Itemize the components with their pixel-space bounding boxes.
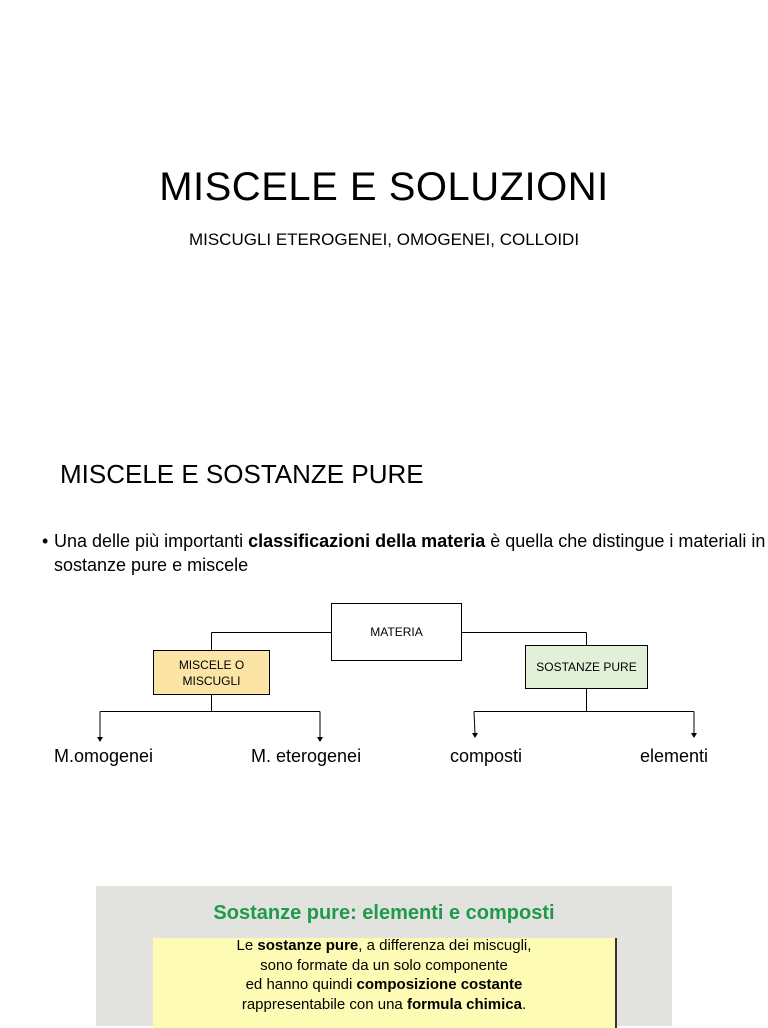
definition-line (153, 936, 615, 956)
definition-bold: sostanze pure (257, 937, 359, 954)
bullet-text-bold: classificazioni della materia (248, 531, 486, 551)
bullet-text-part: Una delle più importanti (54, 531, 249, 551)
definition-bold: composizione costante (356, 976, 523, 993)
definition-text (153, 936, 615, 1014)
arrow-head-icon (317, 737, 323, 742)
arrow-head-icon (97, 737, 103, 742)
definition-part: , a differenza dei miscugli, (358, 937, 532, 954)
definition-box (153, 938, 617, 1028)
definition-part: Le (236, 937, 258, 954)
diagram-node-sostanze-pure (525, 645, 648, 689)
diagram-node-miscele (153, 650, 270, 695)
node-label-line: MISCELE O (178, 657, 245, 672)
leaf-composti: composti (450, 746, 523, 766)
bullet-icon: • (42, 531, 49, 551)
arrow-head-icon (472, 733, 478, 738)
slide3-title: Sostanze pure: elementi e composti (213, 902, 555, 924)
leaf-elementi: elementi (640, 746, 709, 766)
node-label-line: MISCUGLI (182, 673, 241, 688)
slide-title: MISCELE E SOLUZIONI (159, 165, 609, 209)
node-label: MATERIA (370, 625, 423, 639)
definition-line (153, 995, 615, 1015)
definition-part: . (522, 995, 527, 1013)
leaf-omogenei: M.omogenei (54, 746, 154, 766)
arrow-head-icon (691, 733, 697, 738)
node-label: SOSTANZE PURE (536, 660, 637, 674)
node-label (179, 657, 244, 689)
definition-bold: formula chimica (406, 995, 522, 1013)
diagram-node-materia (331, 603, 462, 661)
definition-line: sono formate da un solo componente (260, 956, 508, 974)
connector-line (474, 712, 475, 735)
slide-sostanze-pure (96, 886, 672, 1026)
section-heading: MISCELE E SOSTANZE PURE (60, 459, 424, 489)
definition-line (153, 975, 615, 995)
leaf-eterogenei: M. eterogenei (251, 746, 362, 766)
bullet-text-part: è quella che distingue i materiali in sostanze pure e miscele (54, 531, 766, 575)
definition-part: ed hanno quindi (245, 976, 357, 993)
slide-subtitle: MISCUGLI ETEROGENEI, OMOGENEI, COLLOIDI (188, 230, 580, 249)
definition-part: rappresentabile con una (241, 995, 407, 1013)
